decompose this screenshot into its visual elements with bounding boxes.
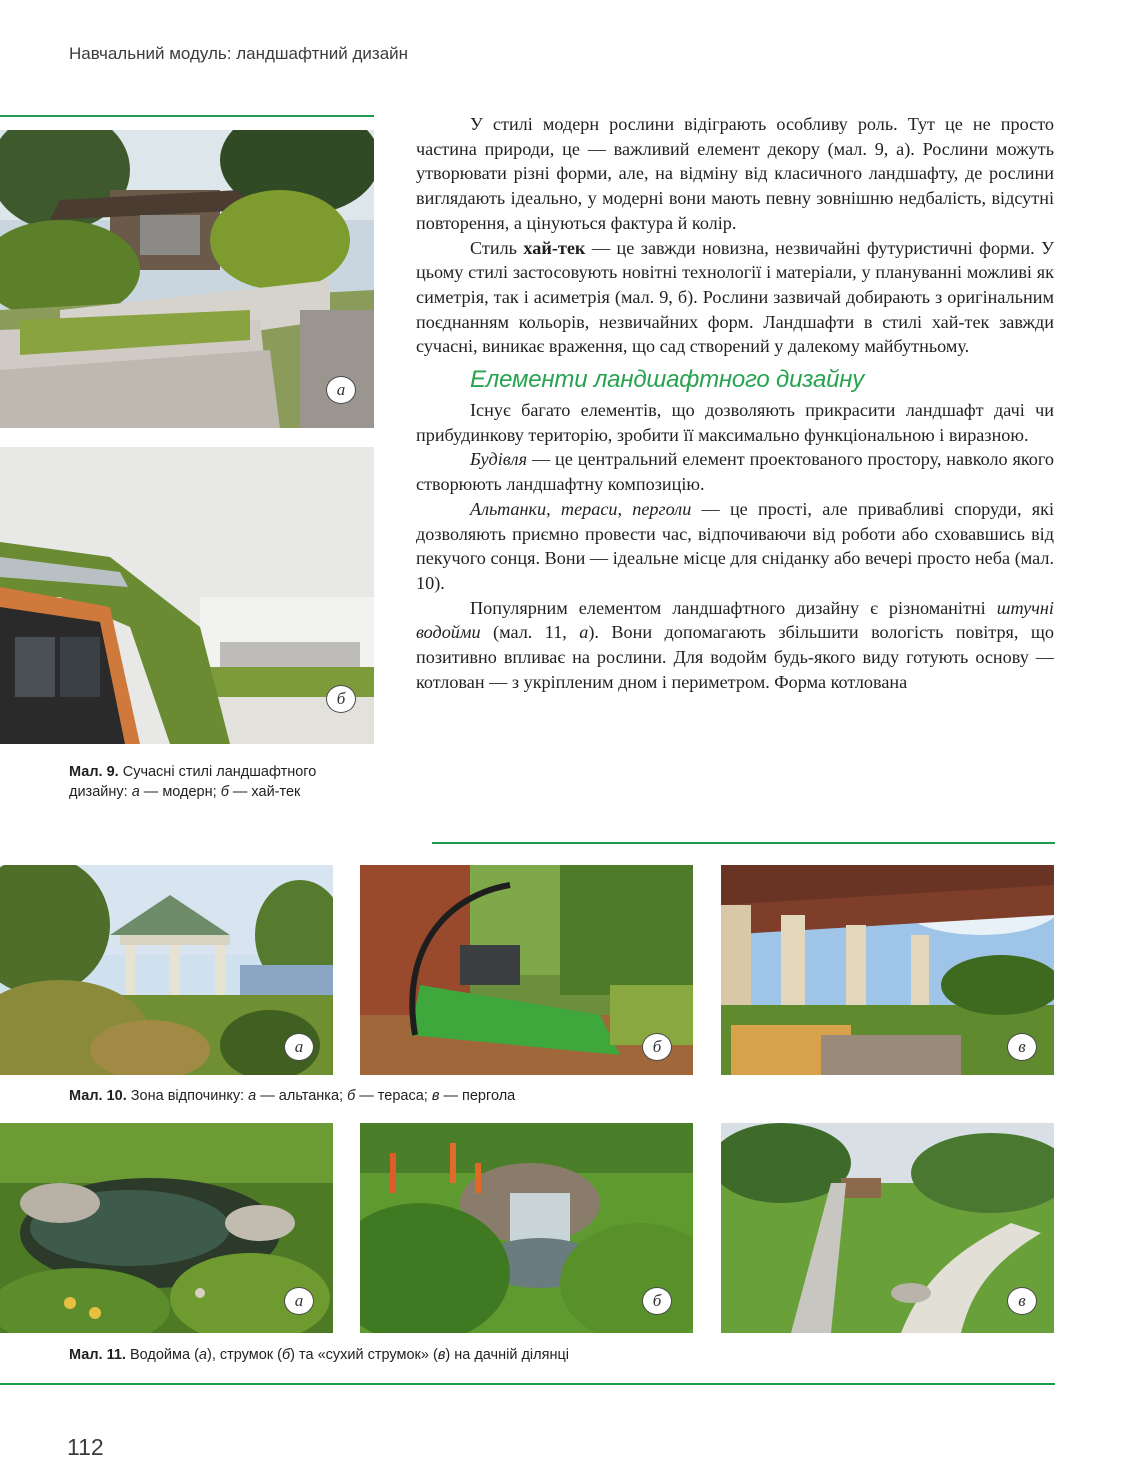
fig10-label-b: б (642, 1033, 672, 1061)
page-number: 112 (67, 1434, 104, 1460)
fig9-caption-a: а (131, 784, 140, 800)
p6-mid: (мал. 11, (480, 622, 580, 643)
fig11-caption-a: а (198, 1347, 207, 1363)
fig9-label-b: б (326, 685, 356, 713)
fig10-label-a: а (284, 1033, 314, 1061)
fig11-caption-2: ), струмок ( (207, 1347, 282, 1363)
fig9-photo-modern-garden (0, 130, 374, 428)
fig9-caption-end: — хай-тек (228, 784, 301, 800)
term-hightech: хай-тек (523, 237, 586, 258)
paragraph-modern: У стилі модерн рослини відіграють особливу роль. Тут це не просто частина природи, це — важливий елемент декору (мал. 9, а). Рослини можуть утворювати різні форми, але, на відміну від класичного ландшафту, де рослини виглядають ідеально, у модерні вони мають певну зовнішню недбалість, відсутні повторення, а цінуються фактура й колір. (416, 114, 1054, 233)
fig11-photo-dry-stream (721, 1123, 1054, 1333)
paragraph-ponds (416, 596, 1054, 695)
fig9-label-a: а (326, 376, 356, 404)
p2-post: — це завжди новизна, незвичайні футуристичні форми. У цьому стилі застосовують новітні технології і матеріали, у плануванні можливі як симетрія, так і асиметрія (мал. 9, б). Рослини зазвичай добирають з оригінальним поєднанням кольорів, незвичайних форм. Ландшафти в стилі хай-тек завжди сучасні, виникає враження, що сад створений у далекому майбутньому. (416, 237, 1054, 357)
running-head: Навчальний модуль: ландшафтний дизайн (69, 44, 409, 63)
paragraph-elements-intro: Існує багато елементів, що дозволяють прикрасити ландшафт дачі чи прибудинкову територію, зробити її максимально функціональною і виразною. (416, 400, 1054, 445)
p2-pre: Стиль (470, 237, 524, 258)
paragraph-building (416, 447, 1054, 496)
term-building: Будівля (470, 449, 528, 470)
fig11-caption-number: Мал. 11. (69, 1347, 126, 1363)
fig10-caption-b: б (347, 1088, 356, 1104)
fig11-label-a: а (284, 1287, 314, 1315)
main-text-column (416, 112, 1054, 694)
fig9-caption-b: б (220, 784, 229, 800)
fig11-caption-3: ) та «сухий струмок» ( (290, 1347, 438, 1363)
fig11-caption-1: Водойма ( (125, 1347, 199, 1363)
bottom-rule (0, 1383, 1055, 1385)
fig9-caption-number: Мал. 9. (69, 764, 119, 780)
paragraph-hightech (416, 236, 1054, 360)
p6-pre: Популярним елементом ландшафтного дизайну є різноманітні (470, 597, 997, 618)
fig11-caption (69, 1345, 869, 1365)
fig10-caption-text: Зона відпочинку: (126, 1088, 249, 1104)
fig10-photo-terrace (360, 865, 693, 1075)
section-heading: Елементи ландшафтного дизайну (470, 366, 865, 394)
fig10-caption-1: — альтанка; (256, 1088, 348, 1104)
fig10-photo-pergola (721, 865, 1054, 1075)
fig11-photo-stream (360, 1123, 693, 1333)
top-rule (0, 115, 374, 117)
fig10-photo-gazebo (0, 865, 333, 1075)
p4-post: — це центральний елемент проектованого простору, навколо якого створюють ландшафтну композицію. (416, 449, 1054, 495)
paragraph-gazebos (416, 497, 1054, 596)
fig9-photo-hightech (0, 447, 374, 744)
mid-rule (432, 842, 1055, 844)
fig10-caption-v: в (431, 1088, 440, 1104)
fig10-caption-number: Мал. 10. (69, 1088, 127, 1104)
fig9-caption (69, 762, 369, 802)
p6-post: ). Вони допомагають збільшити вологість повітря, що позитивно впливає на рослини. Для водойм будь-якого виду готують основу — котлован — з укріпленим дном і периметром. Форма котлована (416, 622, 1054, 692)
fig9-caption-mid: — модерн; (139, 784, 221, 800)
fig9-caption-text: Сучасні стилі ландшафтного дизайну: (69, 764, 317, 800)
p6-letter: а (579, 622, 589, 643)
fig11-caption-v: в (437, 1347, 446, 1363)
fig10-label-v: в (1007, 1033, 1037, 1061)
fig10-caption-a: а (248, 1088, 257, 1104)
fig11-caption-b: б (282, 1347, 291, 1363)
fig10-caption-2: — тераса; (355, 1088, 432, 1104)
p5-post: — це прості, але привабливі споруди, які дозволяють приємно провести час, відпочиваючи від роботи або сховавшись від пекучого сонця. Вони — ідеальне місце для сніданку або вечері просто неба (мал. 10). (416, 498, 1055, 593)
term-ponds: штучні водойми (416, 597, 1054, 643)
fig11-label-v: в (1007, 1287, 1037, 1315)
fig11-photo-pond (0, 1123, 333, 1333)
fig10-caption (69, 1086, 769, 1106)
fig10-caption-3: — пергола (439, 1088, 516, 1104)
fig11-caption-4: ) на дачній ділянці (445, 1347, 569, 1363)
term-gazebos: Альтанки, тераси, перголи (470, 498, 692, 519)
fig11-label-b: б (642, 1287, 672, 1315)
